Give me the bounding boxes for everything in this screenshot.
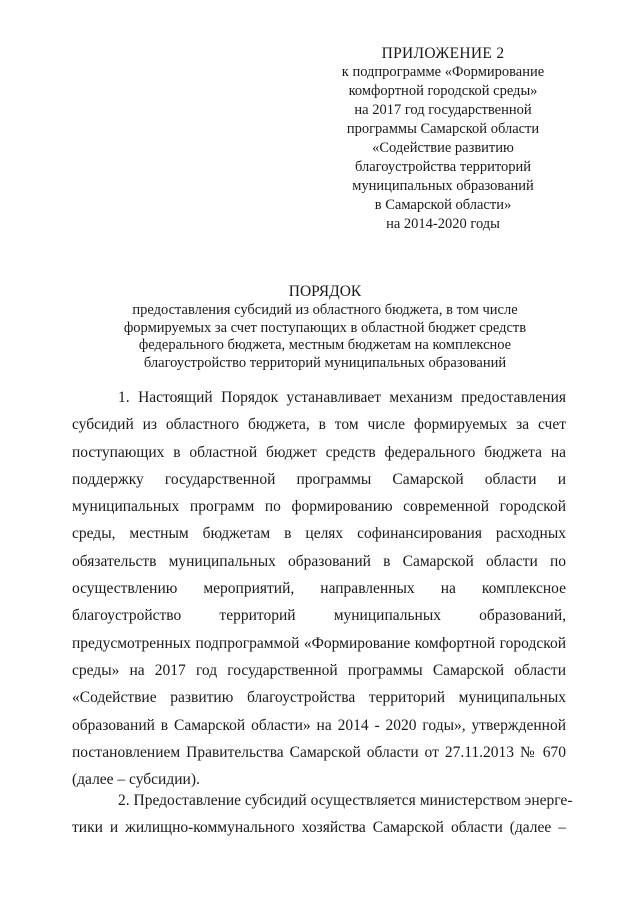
paragraph-line: среды» на 2017 год государственной программы Самарской области bbox=[72, 661, 566, 679]
appendix-line: комфортной городской среды» bbox=[348, 83, 538, 99]
document-title: ПОРЯДОК bbox=[288, 283, 362, 300]
appendix-header bbox=[318, 44, 568, 234]
appendix-line: в Самарской области» bbox=[374, 197, 512, 213]
paragraph-line: поддержку государственной программы Самарской области и bbox=[72, 470, 566, 488]
paragraph-line: муниципальных программ по формированию современной городской bbox=[72, 498, 566, 516]
appendix-line: на 2014-2020 годы bbox=[386, 216, 500, 232]
paragraph-line: (далее – субсидии). bbox=[72, 771, 200, 789]
paragraph-line: обязательств муниципальных образований в Самарской области по bbox=[72, 552, 566, 570]
subtitle-line: предоставления субсидий из областного бюджета, в том числе bbox=[132, 302, 518, 318]
paragraph-line: среды, местным бюджетам в целях софинансирования расходных bbox=[72, 525, 566, 543]
appendix-line: благоустройства территорий bbox=[354, 159, 532, 175]
paragraph-line: субсидий из областного бюджета, в том числе формируемых за счет bbox=[72, 416, 566, 434]
paragraph-1 bbox=[72, 384, 566, 793]
appendix-line: программы Самарской области bbox=[346, 121, 540, 137]
subtitle-line: федерального бюджета, местным бюджетам на комплексное bbox=[138, 337, 512, 353]
paragraph-line: предусмотренных подпрограммой «Формирование комфортной городской bbox=[72, 634, 566, 652]
paragraph-line: благоустройство территорий муниципальных образований, bbox=[72, 607, 566, 625]
document-subtitle bbox=[80, 302, 570, 372]
paragraph-line: тики и жилищно-коммунального хозяйства Самарской области (далее – bbox=[72, 819, 566, 837]
paragraph-line: образований в Самарской области» на 2014 - 2020 годы», утвержденной bbox=[72, 716, 566, 734]
paragraph-line: осуществлению мероприятий, направленных на комплексное bbox=[72, 580, 566, 598]
appendix-line: к подпрограмме «Формирование bbox=[341, 64, 545, 80]
paragraph-line: поступающих в областной бюджет средств федерального бюджета на bbox=[72, 443, 566, 461]
appendix-line: на 2017 год государственной bbox=[354, 102, 532, 118]
paragraph-line: 1. Настоящий Порядок устанавливает механизм предоставления bbox=[118, 389, 566, 406]
paragraph-line: постановлением Правительства Самарской области от 27.11.2013 № 670 bbox=[72, 743, 566, 761]
paragraph-line: «Содействие развитию благоустройства территорий муниципальных bbox=[72, 689, 566, 707]
appendix-line: муниципальных образований bbox=[352, 178, 534, 194]
paragraph-2 bbox=[72, 787, 573, 842]
subtitle-line: благоустройство территорий муниципальных образований bbox=[143, 354, 507, 371]
subtitle-line: формируемых за счет поступающих в областной бюджет средств bbox=[123, 319, 527, 336]
appendix-title: ПРИЛОЖЕНИЕ 2 bbox=[381, 45, 505, 62]
paragraph-line: 2. Предоставление субсидий осуществляется министерством энерге- bbox=[118, 792, 573, 809]
appendix-line: «Содействие развитию bbox=[372, 140, 514, 156]
